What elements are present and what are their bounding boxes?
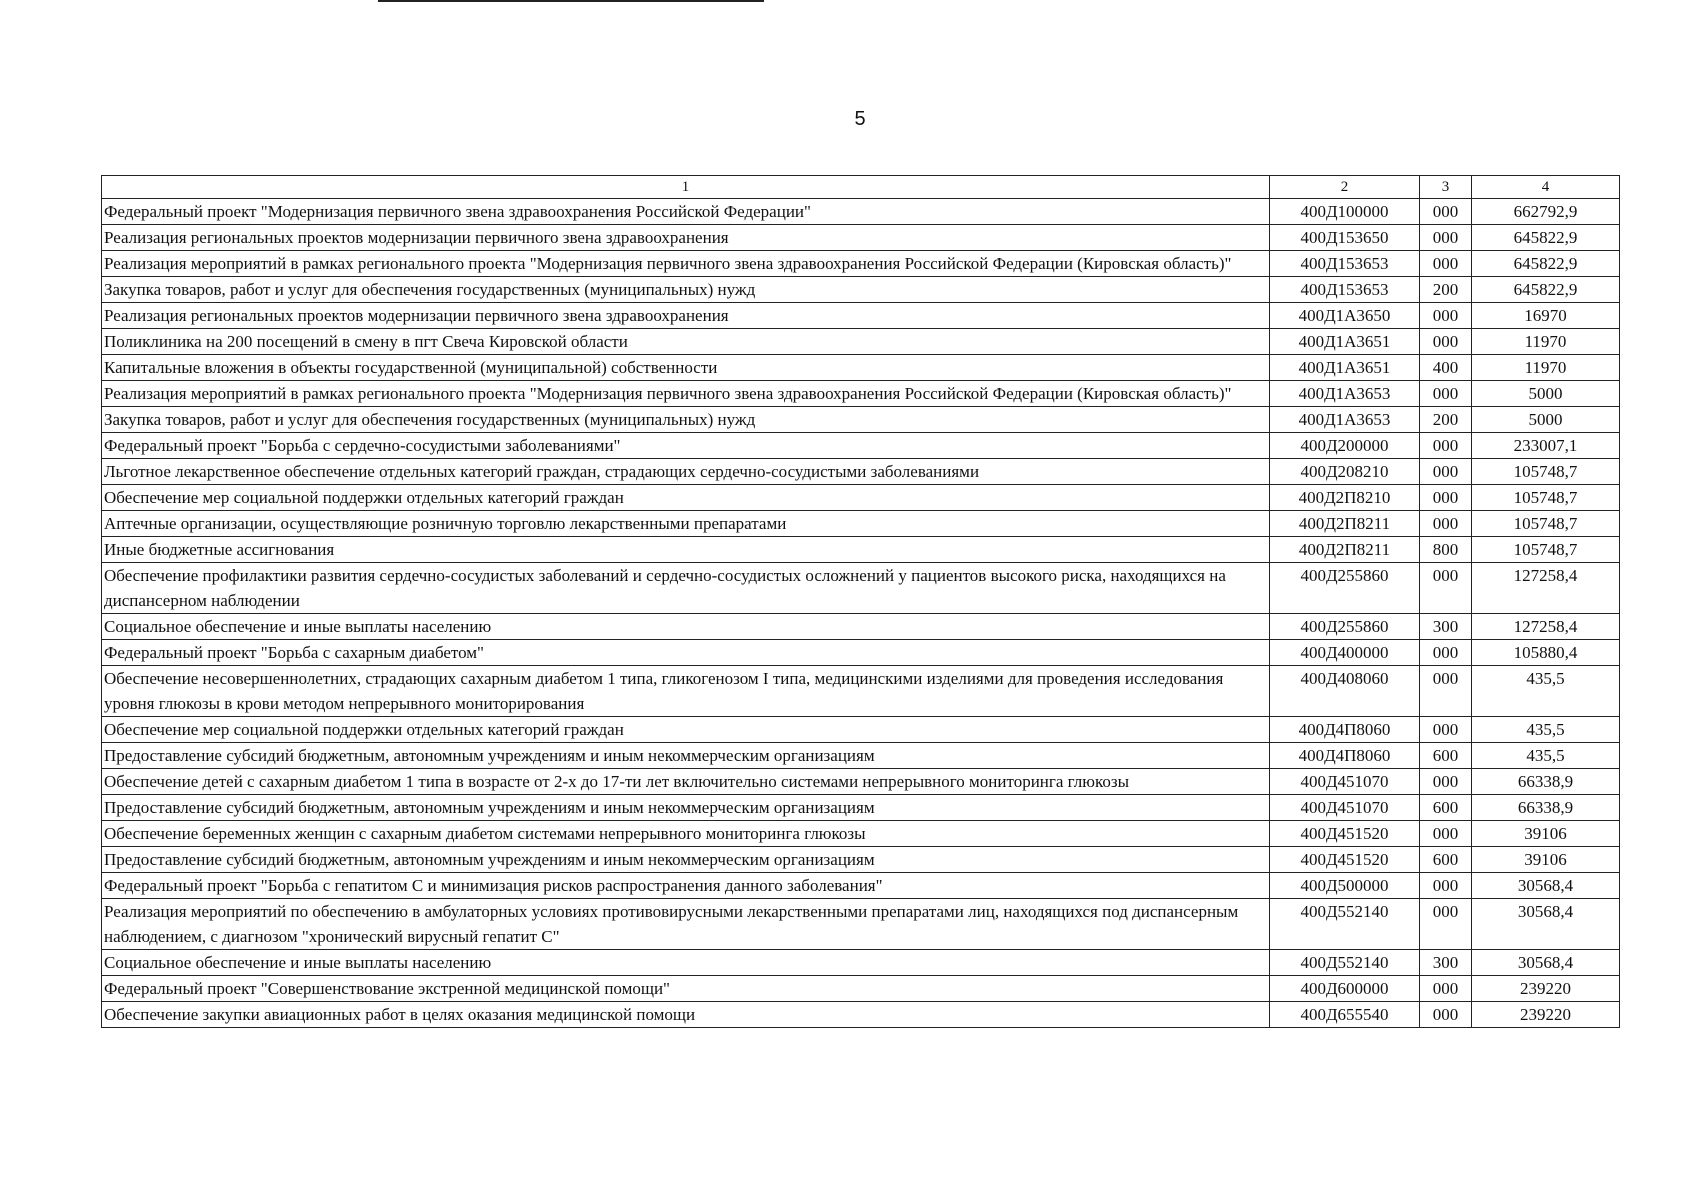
row-code-cell: 400Д1А3653 <box>1270 407 1420 433</box>
row-amount-cell: 105748,7 <box>1472 511 1620 537</box>
table-row <box>102 251 1620 277</box>
row-code-cell: 400Д208210 <box>1270 459 1420 485</box>
table-body <box>102 199 1620 1028</box>
row-type-cell: 000 <box>1420 381 1472 407</box>
table-row <box>102 666 1620 717</box>
row-type-cell: 000 <box>1420 329 1472 355</box>
row-name-cell: Федеральный проект "Модернизация первичного звена здравоохранения Российской Федерации" <box>102 199 1270 225</box>
table-row <box>102 821 1620 847</box>
row-amount-cell: 435,5 <box>1472 717 1620 743</box>
row-name-cell: Реализация региональных проектов модернизации первичного звена здравоохранения <box>102 225 1270 251</box>
row-amount-cell: 127258,4 <box>1472 614 1620 640</box>
table-row <box>102 433 1620 459</box>
row-name-cell: Социальное обеспечение и иные выплаты населению <box>102 950 1270 976</box>
row-amount-cell: 239220 <box>1472 1002 1620 1028</box>
table-row <box>102 976 1620 1002</box>
row-name-cell: Федеральный проект "Борьба с сердечно-сосудистыми заболеваниями" <box>102 433 1270 459</box>
table-row <box>102 485 1620 511</box>
table-row <box>102 459 1620 485</box>
row-amount-cell: 30568,4 <box>1472 899 1620 950</box>
row-type-cell: 000 <box>1420 459 1472 485</box>
table-row <box>102 511 1620 537</box>
row-amount-cell: 30568,4 <box>1472 950 1620 976</box>
row-type-cell: 000 <box>1420 225 1472 251</box>
row-name-cell: Иные бюджетные ассигнования <box>102 537 1270 563</box>
row-type-cell: 000 <box>1420 666 1472 717</box>
row-amount-cell: 39106 <box>1472 821 1620 847</box>
top-rule <box>378 0 764 2</box>
row-code-cell: 400Д153650 <box>1270 225 1420 251</box>
row-name-cell: Предоставление субсидий бюджетным, автономным учреждениям и иным некоммерческим организациям <box>102 847 1270 873</box>
row-code-cell: 400Д408060 <box>1270 666 1420 717</box>
row-code-cell: 400Д100000 <box>1270 199 1420 225</box>
row-name-cell: Закупка товаров, работ и услуг для обеспечения государственных (муниципальных) нужд <box>102 277 1270 303</box>
table-row <box>102 277 1620 303</box>
row-name-cell: Аптечные организации, осуществляющие розничную торговлю лекарственными препаратами <box>102 511 1270 537</box>
row-name-cell: Закупка товаров, работ и услуг для обеспечения государственных (муниципальных) нужд <box>102 407 1270 433</box>
row-code-cell: 400Д200000 <box>1270 433 1420 459</box>
row-code-cell: 400Д552140 <box>1270 899 1420 950</box>
row-code-cell: 400Д255860 <box>1270 614 1420 640</box>
row-amount-cell: 105880,4 <box>1472 640 1620 666</box>
table-row <box>102 381 1620 407</box>
row-name-cell: Поликлиника на 200 посещений в смену в пгт Свеча Кировской области <box>102 329 1270 355</box>
row-type-cell: 000 <box>1420 976 1472 1002</box>
row-code-cell: 400Д451520 <box>1270 821 1420 847</box>
row-amount-cell: 66338,9 <box>1472 769 1620 795</box>
table-row <box>102 199 1620 225</box>
row-code-cell: 400Д153653 <box>1270 277 1420 303</box>
row-name-cell: Реализация мероприятий по обеспечению в амбулаторных условиях противовирусными лекарственными препаратами лиц, находящихся под диспансерным наблюдением, с диагнозом "хронический вирусный гепатит С" <box>102 899 1270 950</box>
row-amount-cell: 239220 <box>1472 976 1620 1002</box>
row-name-cell: Обеспечение детей с сахарным диабетом 1 типа в возрасте от 2-х до 17-ти лет включительно системами непрерывного мониторинга глюкозы <box>102 769 1270 795</box>
row-amount-cell: 662792,9 <box>1472 199 1620 225</box>
column-header-3: 3 <box>1420 176 1472 199</box>
row-name-cell: Обеспечение мер социальной поддержки отдельных категорий граждан <box>102 717 1270 743</box>
row-name-cell: Социальное обеспечение и иные выплаты населению <box>102 614 1270 640</box>
row-name-cell: Реализация мероприятий в рамках регионального проекта "Модернизация первичного звена здравоохранения Российской Федерации (Кировская область)" <box>102 251 1270 277</box>
row-type-cell: 200 <box>1420 407 1472 433</box>
row-type-cell: 000 <box>1420 769 1472 795</box>
row-name-cell: Предоставление субсидий бюджетным, автономным учреждениям и иным некоммерческим организациям <box>102 795 1270 821</box>
row-name-cell: Обеспечение беременных женщин с сахарным диабетом системами непрерывного мониторинга глюкозы <box>102 821 1270 847</box>
row-amount-cell: 39106 <box>1472 847 1620 873</box>
row-code-cell: 400Д451070 <box>1270 769 1420 795</box>
column-header-2: 2 <box>1270 176 1420 199</box>
row-code-cell: 400Д552140 <box>1270 950 1420 976</box>
column-header-4: 4 <box>1472 176 1620 199</box>
budget-table <box>101 175 1620 1028</box>
row-code-cell: 400Д1А3651 <box>1270 329 1420 355</box>
row-name-cell: Предоставление субсидий бюджетным, автономным учреждениям и иным некоммерческим организациям <box>102 743 1270 769</box>
row-type-cell: 000 <box>1420 717 1472 743</box>
row-type-cell: 000 <box>1420 511 1472 537</box>
table-row <box>102 743 1620 769</box>
row-type-cell: 300 <box>1420 614 1472 640</box>
row-name-cell: Обеспечение закупки авиационных работ в целях оказания медицинской помощи <box>102 1002 1270 1028</box>
table-row <box>102 717 1620 743</box>
row-type-cell: 000 <box>1420 899 1472 950</box>
row-type-cell: 000 <box>1420 303 1472 329</box>
table-row <box>102 303 1620 329</box>
table-row <box>102 563 1620 614</box>
row-type-cell: 400 <box>1420 355 1472 381</box>
row-amount-cell: 5000 <box>1472 381 1620 407</box>
row-type-cell: 300 <box>1420 950 1472 976</box>
row-type-cell: 200 <box>1420 277 1472 303</box>
table-row <box>102 329 1620 355</box>
table-row <box>102 873 1620 899</box>
table-row <box>102 640 1620 666</box>
table-row <box>102 899 1620 950</box>
row-code-cell: 400Д500000 <box>1270 873 1420 899</box>
row-name-cell: Капитальные вложения в объекты государственной (муниципальной) собственности <box>102 355 1270 381</box>
row-type-cell: 800 <box>1420 537 1472 563</box>
row-type-cell: 000 <box>1420 199 1472 225</box>
row-amount-cell: 435,5 <box>1472 666 1620 717</box>
row-code-cell: 400Д2П8211 <box>1270 511 1420 537</box>
table-row <box>102 355 1620 381</box>
row-code-cell: 400Д451520 <box>1270 847 1420 873</box>
row-name-cell: Обеспечение профилактики развития сердечно-сосудистых заболеваний и сердечно-сосудистых осложнений у пациентов высокого риска, находящихся на диспансерном наблюдении <box>102 563 1270 614</box>
row-type-cell: 000 <box>1420 821 1472 847</box>
row-type-cell: 000 <box>1420 640 1472 666</box>
row-type-cell: 000 <box>1420 873 1472 899</box>
row-type-cell: 000 <box>1420 1002 1472 1028</box>
row-type-cell: 000 <box>1420 433 1472 459</box>
row-code-cell: 400Д2П8210 <box>1270 485 1420 511</box>
row-amount-cell: 5000 <box>1472 407 1620 433</box>
row-amount-cell: 127258,4 <box>1472 563 1620 614</box>
row-code-cell: 400Д600000 <box>1270 976 1420 1002</box>
row-code-cell: 400Д1А3653 <box>1270 381 1420 407</box>
row-amount-cell: 435,5 <box>1472 743 1620 769</box>
row-type-cell: 000 <box>1420 563 1472 614</box>
table-row <box>102 225 1620 251</box>
row-code-cell: 400Д451070 <box>1270 795 1420 821</box>
row-type-cell: 600 <box>1420 743 1472 769</box>
row-code-cell: 400Д655540 <box>1270 1002 1420 1028</box>
row-code-cell: 400Д4П8060 <box>1270 743 1420 769</box>
row-amount-cell: 11970 <box>1472 355 1620 381</box>
table-row <box>102 407 1620 433</box>
row-code-cell: 400Д400000 <box>1270 640 1420 666</box>
row-amount-cell: 645822,9 <box>1472 225 1620 251</box>
row-amount-cell: 105748,7 <box>1472 485 1620 511</box>
row-name-cell: Реализация мероприятий в рамках регионального проекта "Модернизация первичного звена здравоохранения Российской Федерации (Кировская область)" <box>102 381 1270 407</box>
column-header-1: 1 <box>102 176 1270 199</box>
row-amount-cell: 645822,9 <box>1472 251 1620 277</box>
table-header-row <box>102 176 1620 199</box>
table-row <box>102 950 1620 976</box>
row-amount-cell: 30568,4 <box>1472 873 1620 899</box>
row-name-cell: Федеральный проект "Борьба с гепатитом С и минимизация рисков распространения данного заболевания" <box>102 873 1270 899</box>
row-name-cell: Реализация региональных проектов модернизации первичного звена здравоохранения <box>102 303 1270 329</box>
table-row <box>102 769 1620 795</box>
row-code-cell: 400Д1А3650 <box>1270 303 1420 329</box>
row-name-cell: Федеральный проект "Борьба с сахарным диабетом" <box>102 640 1270 666</box>
row-amount-cell: 233007,1 <box>1472 433 1620 459</box>
row-type-cell: 600 <box>1420 847 1472 873</box>
table-row <box>102 537 1620 563</box>
page-number: 5 <box>854 108 866 130</box>
row-name-cell: Федеральный проект "Совершенствование экстренной медицинской помощи" <box>102 976 1270 1002</box>
table-row <box>102 614 1620 640</box>
row-type-cell: 000 <box>1420 485 1472 511</box>
row-amount-cell: 66338,9 <box>1472 795 1620 821</box>
table-row <box>102 847 1620 873</box>
row-code-cell: 400Д255860 <box>1270 563 1420 614</box>
row-amount-cell: 16970 <box>1472 303 1620 329</box>
row-amount-cell: 645822,9 <box>1472 277 1620 303</box>
row-amount-cell: 11970 <box>1472 329 1620 355</box>
row-name-cell: Льготное лекарственное обеспечение отдельных категорий граждан, страдающих сердечно-сосудистыми заболеваниями <box>102 459 1270 485</box>
row-name-cell: Обеспечение несовершеннолетних, страдающих сахарным диабетом 1 типа, гликогенозом I типа, медицинскими изделиями для проведения исследования уровня глюкозы в крови методом непрерывного мониторирования <box>102 666 1270 717</box>
table-row <box>102 1002 1620 1028</box>
table-row <box>102 795 1620 821</box>
row-amount-cell: 105748,7 <box>1472 537 1620 563</box>
row-type-cell: 000 <box>1420 251 1472 277</box>
row-code-cell: 400Д153653 <box>1270 251 1420 277</box>
row-amount-cell: 105748,7 <box>1472 459 1620 485</box>
row-code-cell: 400Д2П8211 <box>1270 537 1420 563</box>
row-name-cell: Обеспечение мер социальной поддержки отдельных категорий граждан <box>102 485 1270 511</box>
row-type-cell: 600 <box>1420 795 1472 821</box>
row-code-cell: 400Д1А3651 <box>1270 355 1420 381</box>
row-code-cell: 400Д4П8060 <box>1270 717 1420 743</box>
